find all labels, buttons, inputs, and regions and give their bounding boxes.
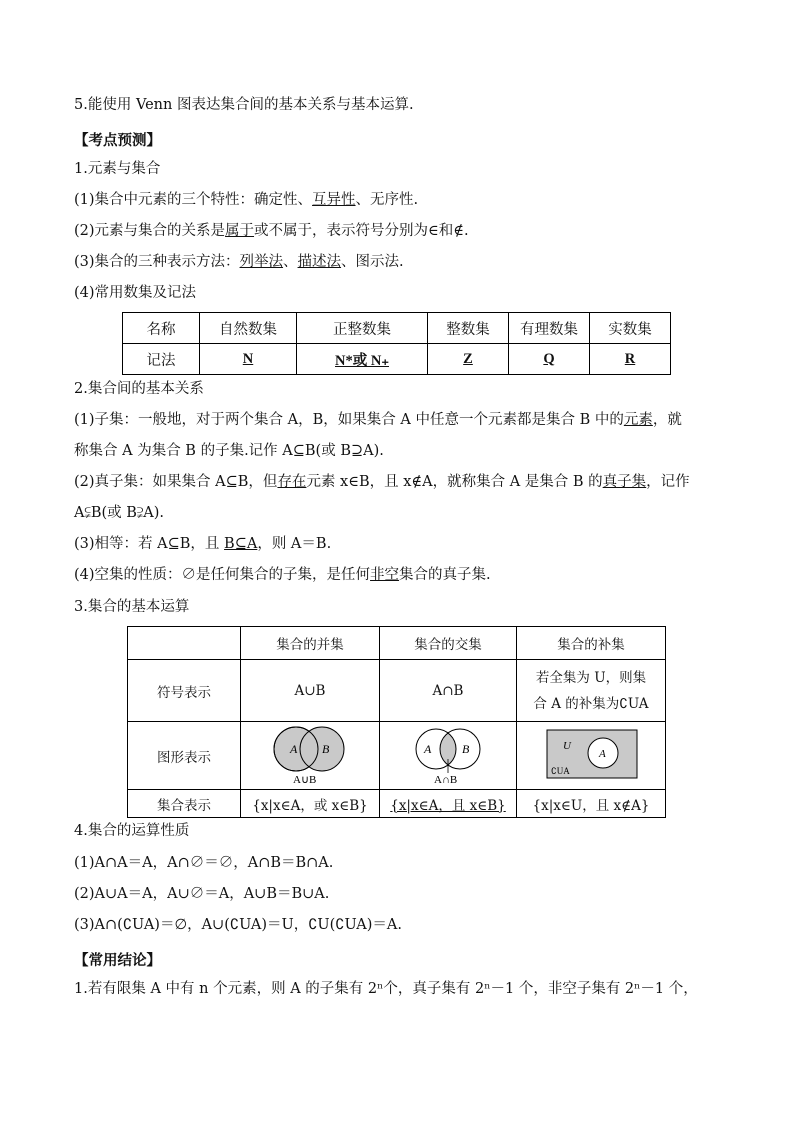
venn-label-b: B [462,741,470,756]
table2-cell: {x|x∈A，或 x∈B} [241,790,380,818]
table1-cell: R [590,344,671,375]
set-operation-table [127,626,666,818]
venn-label-a: A [290,741,298,756]
table2-cell: A∪B [241,660,380,722]
section-1-title: 1.元素与集合 [74,161,161,177]
venn-label-a: A [599,747,606,760]
table2-label: 图形表示 [128,722,241,790]
para-1-4: (4)常用数集及记法 [74,285,197,301]
venn-complement-label: ∁UA [551,765,570,776]
complement-venn-diagram [541,726,641,782]
venn-label-b: B [322,741,330,756]
table1-cell: 记法 [123,344,200,375]
complement-text-1: 若全集为 U，则集 [535,669,647,686]
table1-header: 自然数集 [200,313,297,344]
property-1: (1)A∩A＝A，A∩∅＝∅，A∩B＝B∩A. [74,855,334,871]
venn-label-a: A [424,741,432,756]
para-2-2b: A⫋B(或 B⫌A). [74,505,165,521]
venn-label-u: U [563,739,571,752]
para-2-4: (4)空集的性质：∅是任何集合的子集，是任何非空集合的真子集. [74,567,491,583]
table2-header: 集合的交集 [380,627,517,660]
heading-kaodian: 【考点预测】 [74,132,161,149]
para-1-2: (2)元素与集合的关系是属于或不属于，表示符号分别为∈和∉. [74,223,469,239]
table2-label: 符号表示 [128,660,241,722]
union-venn-cell [241,722,380,790]
para-2-2a: (2)真子集：如果集合 A⊆B，但存在元素 x∈B，且 x∉A，就称集合 A 是集合 B 的真子集，记作 [74,474,690,490]
table2-header: 集合的并集 [241,627,380,660]
complement-venn-cell [517,722,666,790]
table2-cell: {x|x∈U，且 x∉A} [517,790,666,818]
venn-union-label: A∪B [293,773,317,785]
union-venn-diagram [260,723,360,785]
table2-header [128,627,241,660]
para-2-1a: (1)子集：一般地，对于两个集合 A，B，如果集合 A 中任意一个元素都是集合 B 中的元素，就 [74,412,682,428]
complement-text-2: 合 A 的补集为∁UA [533,695,649,712]
table1-header: 整数集 [428,313,509,344]
para-1-3: (3)集合的三种表示方法：列举法、描述法、图示法. [74,254,404,270]
table1-header: 正整数集 [297,313,428,344]
para-1-1: (1)集合中元素的三个特性：确定性、互异性、无序性. [74,192,419,208]
section-3-title: 3.集合的基本运算 [74,599,190,615]
section-4-title: 4.集合的运算性质 [74,823,190,839]
table1-header: 名称 [123,313,200,344]
property-2: (2)A∪A＝A，A∪∅＝A，A∪B＝B∪A. [74,886,330,902]
section-2-title: 2.集合间的基本关系 [74,381,204,397]
table2-label: 集合表示 [128,790,241,818]
table1-cell: N*或 N₊ [297,344,428,375]
table1-cell: N [200,344,297,375]
intersection-venn-diagram [398,723,498,785]
heading-changyong: 【常用结论】 [74,952,161,969]
number-set-table [122,312,671,375]
venn-intersection-label: A∩B [434,773,458,785]
table2-cell: {x|x∈A，且 x∈B} [380,790,517,818]
table2-cell [517,660,666,722]
intersection-venn-cell [380,722,517,790]
table2-header: 集合的补集 [517,627,666,660]
objective-5: 5.能使用 Venn 图表达集合间的基本关系与基本运算. [74,97,414,113]
table1-cell: Z [428,344,509,375]
table1-header: 有理数集 [509,313,590,344]
table1-header: 实数集 [590,313,671,344]
para-2-3: (3)相等：若 A⊆B，且 B⊆A，则 A＝B. [74,536,332,552]
table1-cell: Q [509,344,590,375]
table2-cell: A∩B [380,660,517,722]
para-2-1b: 称集合 A 为集合 B 的子集.记作 A⊆B(或 B⊇A). [74,443,384,459]
conclusion-1: 1.若有限集 A 中有 n 个元素，则 A 的子集有 2ⁿ个，真子集有 2ⁿ－1 个，非空子集有 2ⁿ－1 个， [74,981,698,997]
property-3: (3)A∩(∁UA)＝∅，A∪(∁UA)＝U，∁U(∁UA)＝A. [74,917,403,933]
